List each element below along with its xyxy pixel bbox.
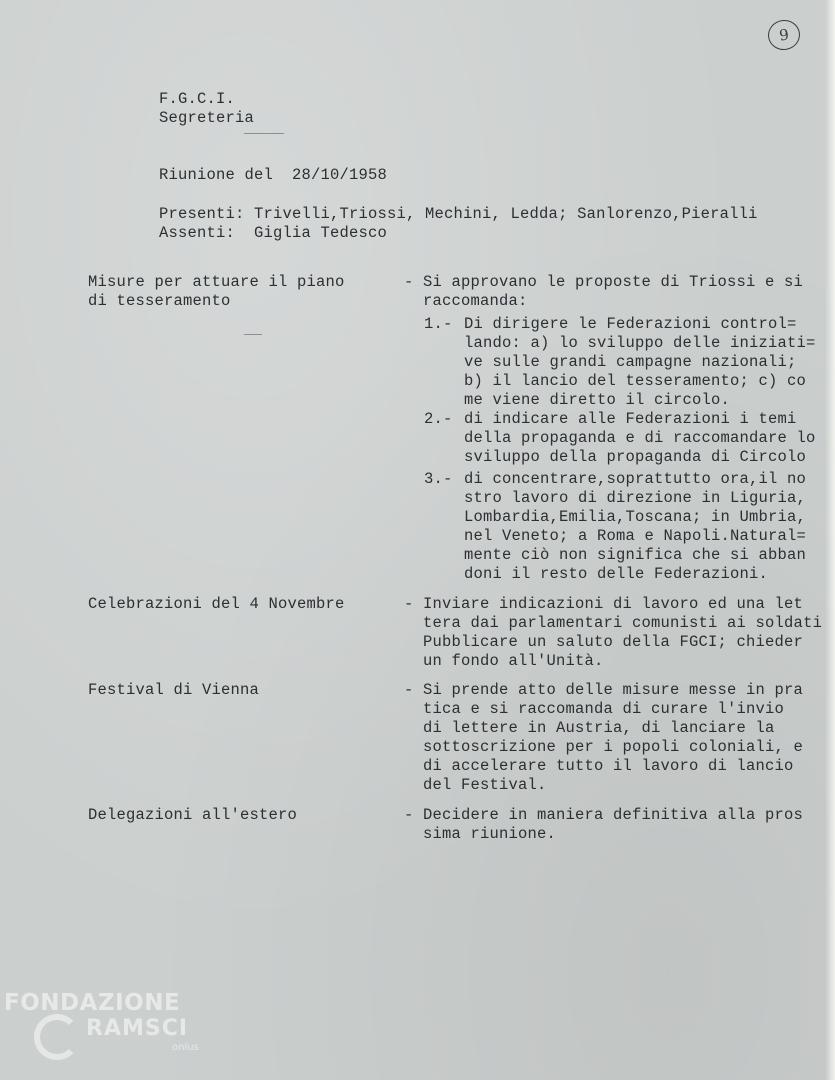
item-1-line-2: raccomanda:	[404, 292, 528, 310]
sub-1-line-1: Di dirigere le Federazioni control=	[464, 315, 797, 333]
sub-3-line-3: Lombardia,Emilia,Toscana; in Umbria,	[464, 508, 807, 526]
sub-item-2-number: 2.-	[424, 410, 453, 428]
meeting-date: Riunione del 28/10/1958	[159, 166, 388, 184]
topic-3: Festival di Vienna	[88, 681, 260, 699]
present-list: Presenti: Trivelli,Triossi, Mechini, Ledda; Sanlorenzo,Pieralli	[159, 205, 758, 223]
topic-1-line-2: di tesseramento	[88, 292, 231, 310]
sub-item-3	[424, 470, 462, 527]
sub-2-line-2: della propaganda e di raccomandare lo	[464, 429, 816, 447]
item-3-line-2: tica e si raccomanda di curare l'invio	[404, 700, 785, 718]
page-number: 9	[778, 25, 790, 45]
sub-1-line-5: me viene diretto il circolo.	[464, 391, 731, 409]
item-3-line-3: di lettere in Austria, di lanciare la	[404, 719, 775, 737]
item-4-line-1: - Decidere in maniera definitiva alla pros	[404, 806, 804, 824]
watermark-line-2: RAMSCI	[86, 1016, 189, 1041]
item-3-line-1: - Si prende atto delle misure messe in pra	[404, 681, 804, 699]
item-4-line-2: sima riunione.	[404, 825, 557, 843]
absent-list: Assenti: Giglia Tedesco	[159, 224, 388, 242]
sub-3-line-2: stro lavoro di direzione in Liguria,	[464, 489, 807, 507]
sub-1-line-3: ve sulle grandi campagne nazionali;	[464, 353, 797, 371]
topic-4: Delegazioni all'estero	[88, 806, 298, 824]
watermark-suffix: onlus	[172, 1042, 199, 1053]
item-2-line-3: Pubblicare un saluto della FGCI; chieder	[404, 633, 804, 651]
margin-mark	[244, 334, 262, 335]
item-3-line-6: del Festival.	[404, 776, 547, 794]
sub-item-1	[424, 315, 462, 372]
fondazione-gramsci-watermark	[4, 990, 214, 1070]
sub-3-line-5: mente ciò non significa che si abban	[464, 546, 807, 564]
paper-edge	[825, 0, 835, 1080]
sub-1-line-4: b) il lancio del tesseramento; c) co	[464, 372, 807, 390]
topic-2: Celebrazioni del 4 Novembre	[88, 595, 345, 613]
item-3-line-5: di accelerare tutto il lavoro di lancio	[404, 757, 794, 775]
underline-mark	[244, 133, 284, 134]
sub-item-3-number: 3.-	[424, 470, 453, 488]
item-2-line-1: - Inviare indicazioni di lavoro ed una let	[404, 595, 804, 613]
sub-2-line-3: sviluppo della propaganda di Circolo	[464, 448, 807, 466]
item-2-line-4: un fondo all'Unità.	[404, 652, 604, 670]
sub-2-line-1: di indicare alle Federazioni i temi	[464, 410, 797, 428]
item-1-line-1: - Si approvano le proposte di Triossi e si	[404, 273, 804, 291]
sub-1-line-2: lando: a) lo sviluppo delle iniziati=	[464, 334, 816, 352]
office-name: Segreteria	[159, 109, 255, 127]
topic-1-line-1: Misure per attuare il piano	[88, 273, 345, 291]
org-name: F.G.C.I.	[159, 90, 236, 108]
sub-item-2	[424, 410, 462, 467]
page-number-circle	[766, 18, 802, 52]
item-2-line-2: tera dai parlamentari comunisti ai soldati	[404, 614, 823, 632]
watermark-g-logo-icon	[34, 1014, 80, 1060]
watermark-line-1: FONDAZIONE	[4, 990, 181, 1016]
sub-3-line-4: nel Veneto; a Roma e Napoli.Natural=	[464, 527, 807, 545]
sub-item-1-number: 1.-	[424, 315, 453, 333]
item-3-line-4: sottoscrizione per i popoli coloniali, e	[404, 738, 804, 756]
sub-3-line-1: di concentrare,soprattutto ora,il no	[464, 470, 807, 488]
sub-3-line-6: doni il resto delle Federazioni.	[464, 565, 769, 583]
